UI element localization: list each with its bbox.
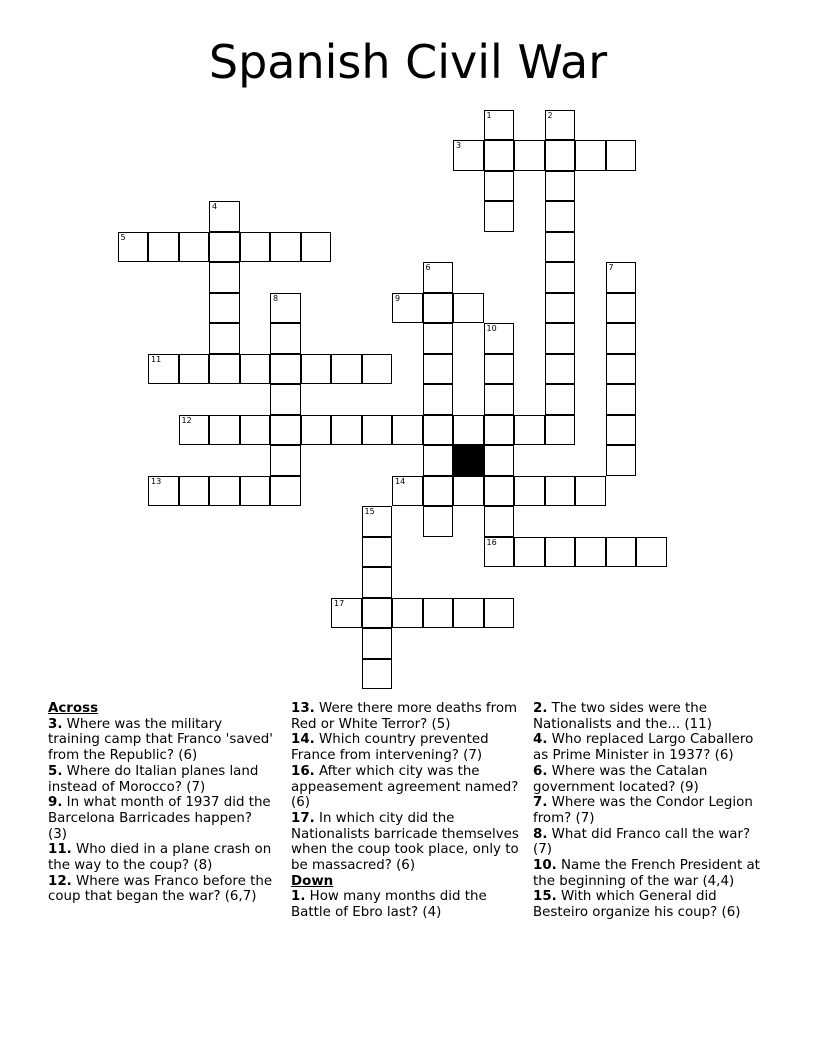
clue-item xyxy=(291,732,523,763)
grid-cell[interactable] xyxy=(545,323,576,354)
clue-number: 9 xyxy=(395,293,401,303)
clue-item xyxy=(533,889,763,920)
clue-number: 16 xyxy=(486,537,497,547)
clue-number: 15 xyxy=(364,507,375,516)
clue-item-number: 4. xyxy=(533,732,548,748)
clue-item-number: 12. xyxy=(48,873,72,889)
grid-cell[interactable] xyxy=(423,415,454,446)
grid-cell[interactable] xyxy=(545,171,576,202)
clue-item xyxy=(48,717,273,764)
clue-column-1 xyxy=(48,701,273,905)
clue-item-text: In which city did the Nationalists barricade themselves when the coup took place, only to be massacred? (6) xyxy=(291,810,519,874)
grid-cell[interactable] xyxy=(270,323,301,354)
grid-cell[interactable] xyxy=(484,323,515,354)
grid-cell[interactable] xyxy=(606,262,637,293)
clue-item xyxy=(533,795,763,826)
grid-cell[interactable] xyxy=(423,323,454,354)
grid-cell[interactable] xyxy=(484,506,515,537)
clue-item-text: How many months did the Battle of Ebro last? (4) xyxy=(291,889,487,921)
grid-cell[interactable] xyxy=(331,415,362,446)
clue-item xyxy=(533,732,763,763)
grid-cell[interactable] xyxy=(362,567,393,598)
clue-item-number: 15. xyxy=(533,889,557,905)
page-title: Spanish Civil War xyxy=(208,35,608,89)
clue-item xyxy=(48,874,273,905)
grid-cell[interactable] xyxy=(331,598,362,629)
grid-cell[interactable] xyxy=(270,232,301,263)
clue-item-text: Where was the military training camp that Franco 'saved' from the Republic? (6) xyxy=(48,716,273,764)
clue-number: 12 xyxy=(181,415,192,425)
grid-cell[interactable] xyxy=(545,293,576,324)
grid-cell[interactable] xyxy=(545,201,576,232)
clue-item xyxy=(533,827,763,858)
grid-cell[interactable] xyxy=(423,445,454,476)
grid-cell[interactable] xyxy=(148,232,179,263)
grid-cell[interactable] xyxy=(606,445,637,476)
grid-cell[interactable] xyxy=(484,415,515,446)
clue-number: 13 xyxy=(151,476,162,486)
grid-cell[interactable] xyxy=(423,506,454,537)
clue-item-text: Where was the Catalan government located? (9) xyxy=(533,763,708,795)
grid-cell[interactable] xyxy=(362,537,393,568)
grid-cell[interactable] xyxy=(484,384,515,415)
grid-cell[interactable] xyxy=(545,476,576,507)
clue-item-number: 2. xyxy=(533,701,548,716)
grid-cell[interactable] xyxy=(606,354,637,385)
grid-cell[interactable] xyxy=(423,476,454,507)
clue-item-text: What did Franco call the war? (7) xyxy=(533,826,751,858)
clue-item-text: Were there more deaths from Red or White Terror? (5) xyxy=(291,701,518,732)
grid-cell[interactable] xyxy=(423,262,454,293)
grid-cell[interactable] xyxy=(362,659,393,690)
clue-item xyxy=(291,701,523,732)
clue-number: 17 xyxy=(334,598,345,608)
black-square xyxy=(453,445,484,476)
clue-number: 14 xyxy=(395,476,406,486)
grid-cell[interactable] xyxy=(606,415,637,446)
grid-cell[interactable] xyxy=(484,598,515,629)
clue-item-text: Which country prevented France from intervening? (7) xyxy=(291,732,489,764)
grid-cell[interactable] xyxy=(484,110,515,141)
grid-cell[interactable] xyxy=(484,537,515,568)
grid-cell[interactable] xyxy=(362,598,393,629)
clue-number: 10 xyxy=(486,324,497,333)
grid-cell[interactable] xyxy=(209,476,240,507)
clue-item-text: Where was the Condor Legion from? (7) xyxy=(533,795,753,826)
clue-number: 1 xyxy=(486,110,492,120)
grid-cell[interactable] xyxy=(545,537,576,568)
clue-item-number: 10. xyxy=(533,858,557,874)
clue-item-text: Who died in a plane crash on the way to the coup? (8) xyxy=(48,842,272,874)
clue-item-text: Name the French President at the beginning of the war (4,4) xyxy=(533,858,760,889)
grid-cell[interactable] xyxy=(209,232,240,263)
grid-cell[interactable] xyxy=(209,201,240,232)
clue-item-number: 13. xyxy=(291,701,315,716)
grid-cell[interactable] xyxy=(209,262,240,293)
grid-cell[interactable] xyxy=(362,415,393,446)
clue-section-header: Down xyxy=(291,873,334,889)
clue-number: 4 xyxy=(212,202,218,211)
clue-number: 6 xyxy=(425,263,431,272)
clue-item xyxy=(291,764,523,811)
clue-item-number: 8. xyxy=(533,826,548,842)
grid-cell[interactable] xyxy=(453,293,484,324)
grid-cell[interactable] xyxy=(392,293,423,324)
grid-cell[interactable] xyxy=(118,232,149,263)
grid-cell[interactable] xyxy=(179,232,210,263)
grid-cell[interactable] xyxy=(606,140,637,171)
grid-cell[interactable] xyxy=(148,354,179,385)
clue-item xyxy=(533,764,763,795)
clue-item-number: 7. xyxy=(533,795,548,811)
grid-cell[interactable] xyxy=(545,140,576,171)
grid-cell[interactable] xyxy=(545,262,576,293)
grid-cell[interactable] xyxy=(270,384,301,415)
grid-cell[interactable] xyxy=(545,232,576,263)
grid-cell[interactable] xyxy=(301,415,332,446)
grid-cell[interactable] xyxy=(209,354,240,385)
grid-cell[interactable] xyxy=(301,232,332,263)
grid-cell[interactable] xyxy=(209,415,240,446)
clue-item-number: 9. xyxy=(48,795,63,811)
grid-cell[interactable] xyxy=(453,415,484,446)
grid-cell[interactable] xyxy=(636,537,667,568)
clue-number: 8 xyxy=(273,293,279,303)
clue-item-text: With which General did Besteiro organize his coup? (6) xyxy=(533,889,741,921)
grid-cell[interactable] xyxy=(270,445,301,476)
clue-item-number: 16. xyxy=(291,763,315,779)
grid-cell[interactable] xyxy=(270,476,301,507)
grid-cell[interactable] xyxy=(270,415,301,446)
grid-cell[interactable] xyxy=(362,628,393,659)
grid-cell[interactable] xyxy=(545,384,576,415)
grid-cell[interactable] xyxy=(484,171,515,202)
grid-cell[interactable] xyxy=(240,354,271,385)
clue-item xyxy=(533,701,763,732)
clue-item xyxy=(291,889,523,920)
grid-cell[interactable] xyxy=(331,354,362,385)
grid-cell[interactable] xyxy=(606,384,637,415)
clue-column-2 xyxy=(291,701,523,921)
grid-cell[interactable] xyxy=(575,476,606,507)
grid-cell[interactable] xyxy=(362,354,393,385)
clue-item xyxy=(48,842,273,873)
grid-cell[interactable] xyxy=(545,415,576,446)
clue-item xyxy=(533,858,763,889)
clue-item xyxy=(48,764,273,795)
grid-cell[interactable] xyxy=(453,140,484,171)
grid-cell[interactable] xyxy=(514,537,545,568)
clue-item-text: The two sides were the Nationalists and the... (11) xyxy=(533,701,712,732)
grid-cell[interactable] xyxy=(514,476,545,507)
clue-item-number: 6. xyxy=(533,763,548,779)
clue-item xyxy=(48,795,273,842)
grid-cell[interactable] xyxy=(545,354,576,385)
grid-cell[interactable] xyxy=(484,140,515,171)
grid-cell[interactable] xyxy=(392,476,423,507)
grid-cell[interactable] xyxy=(423,598,454,629)
grid-cell[interactable] xyxy=(179,354,210,385)
clue-number: 2 xyxy=(547,110,553,120)
clue-section-header: Across xyxy=(48,701,99,716)
grid-cell[interactable] xyxy=(606,323,637,354)
clue-item-number: 5. xyxy=(48,763,63,779)
grid-cell[interactable] xyxy=(209,323,240,354)
grid-cell[interactable] xyxy=(240,476,271,507)
grid-cell[interactable] xyxy=(484,201,515,232)
grid-cell[interactable] xyxy=(179,476,210,507)
grid-cell[interactable] xyxy=(575,537,606,568)
clue-number: 7 xyxy=(608,263,614,272)
clue-number: 11 xyxy=(151,354,162,364)
clue-item-text: Where was Franco before the coup that began the war? (6,7) xyxy=(48,873,273,905)
grid-cell[interactable] xyxy=(301,354,332,385)
grid-cell[interactable] xyxy=(606,537,637,568)
grid-cell[interactable] xyxy=(270,293,301,324)
clue-item-text: After which city was the appeasement agreement named? (6) xyxy=(291,763,519,811)
grid-cell[interactable] xyxy=(514,415,545,446)
grid-cell[interactable] xyxy=(423,354,454,385)
clue-item-text: In what month of 1937 did the Barcelona Barricades happen? (3) xyxy=(48,795,271,842)
clue-column-3 xyxy=(533,701,763,921)
clue-item-number: 17. xyxy=(291,810,315,826)
clue-item xyxy=(291,811,523,874)
grid-cell[interactable] xyxy=(270,354,301,385)
clue-number: 5 xyxy=(120,232,126,242)
grid-cell[interactable] xyxy=(209,293,240,324)
grid-cell[interactable] xyxy=(240,415,271,446)
clue-item-number: 11. xyxy=(48,842,72,858)
grid-cell[interactable] xyxy=(575,140,606,171)
clue-item-number: 3. xyxy=(48,716,63,732)
grid-cell[interactable] xyxy=(484,476,515,507)
grid-cell[interactable] xyxy=(606,293,637,324)
clue-item-number: 1. xyxy=(291,889,306,905)
grid-cell[interactable] xyxy=(423,293,454,324)
grid-cell[interactable] xyxy=(453,598,484,629)
clue-number: 3 xyxy=(456,141,462,150)
clue-item-number: 14. xyxy=(291,732,315,748)
grid-cell[interactable] xyxy=(423,384,454,415)
grid-cell[interactable] xyxy=(545,110,576,141)
clue-item-text: Who replaced Largo Caballero as Prime Minister in 1937? (6) xyxy=(533,732,754,764)
grid-cell[interactable] xyxy=(148,476,179,507)
grid-cell[interactable] xyxy=(453,476,484,507)
grid-cell[interactable] xyxy=(240,232,271,263)
grid-cell[interactable] xyxy=(514,140,545,171)
clue-item-text: Where do Italian planes land instead of Morocco? (7) xyxy=(48,763,259,795)
grid-cell[interactable] xyxy=(484,445,515,476)
grid-cell[interactable] xyxy=(392,598,423,629)
grid-cell[interactable] xyxy=(179,415,210,446)
grid-cell[interactable] xyxy=(484,354,515,385)
grid-cell[interactable] xyxy=(362,506,393,537)
grid-cell[interactable] xyxy=(392,415,423,446)
